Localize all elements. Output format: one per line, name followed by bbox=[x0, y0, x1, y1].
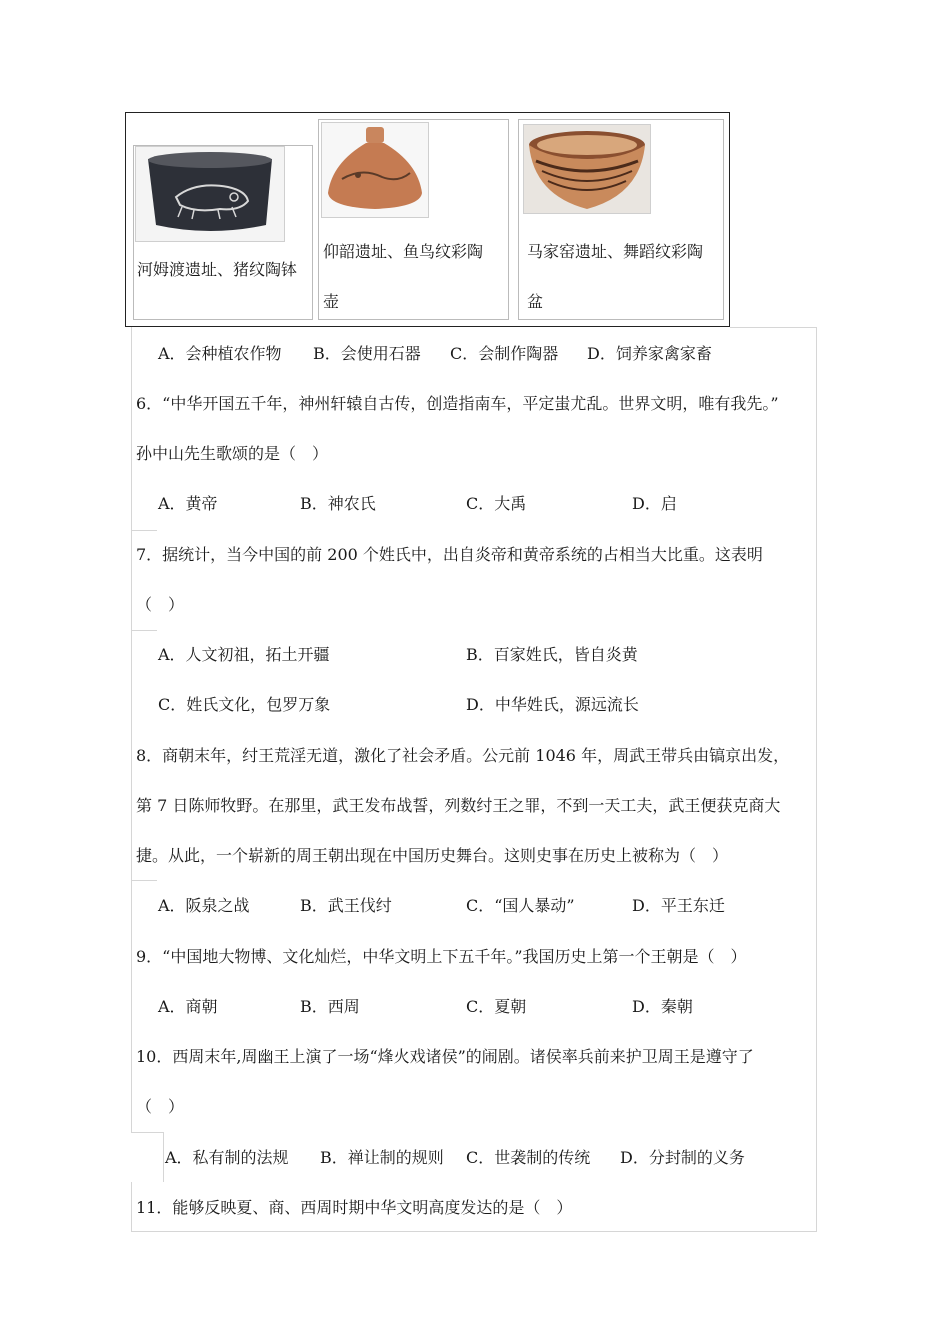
guide-line bbox=[131, 1132, 163, 1133]
artifact-caption-majiayao-line1: 马家窑遗址、舞蹈纹彩陶 bbox=[527, 242, 704, 261]
q7-option-c: C．姓氏文化，包罗万象 bbox=[158, 695, 331, 714]
artifact-cell-majiayao bbox=[518, 119, 724, 320]
guide-line bbox=[131, 1231, 817, 1232]
artifact-caption-hemudu: 河姆渡遗址、猪纹陶钵 bbox=[137, 260, 298, 279]
artifact-table bbox=[125, 112, 730, 327]
artifact-image-frame bbox=[321, 122, 429, 218]
q9-option-c: C．夏朝 bbox=[466, 997, 527, 1016]
artifact-caption-yangshao-line2: 壶 bbox=[323, 292, 340, 311]
q6-option-d: D．启 bbox=[632, 494, 677, 513]
q8-option-c: C．“国人暴动” bbox=[466, 896, 575, 915]
q9-option-a: A．商朝 bbox=[158, 997, 218, 1016]
guide-line bbox=[131, 880, 157, 881]
q8-stem-line3: 捷。从此，一个崭新的周王朝出现在中国历史舞台。这则史事在历史上被称为（ ） bbox=[136, 846, 729, 865]
q7-stem-line2: （ ） bbox=[136, 595, 185, 614]
q10-option-c: C．世袭制的传统 bbox=[466, 1148, 591, 1167]
q9-stem: 9．“中国地大物博、文化灿烂，中华文明上下五千年。”我国历史上第一个王朝是（ ） bbox=[136, 947, 747, 966]
dance-pattern-basin-image bbox=[524, 125, 650, 213]
q9-option-b: B．西周 bbox=[300, 997, 360, 1016]
q10-option-a: A．私有制的法规 bbox=[165, 1148, 289, 1167]
q6-option-a: A．黄帝 bbox=[158, 494, 218, 513]
q6-stem-line2: 孙中山先生歌颂的是（ ） bbox=[136, 444, 329, 463]
artifact-caption-yangshao-line1: 仰韶遗址、鱼鸟纹彩陶 bbox=[323, 242, 484, 261]
q8-stem-line1: 8．商朝末年，纣王荒淫无道，激化了社会矛盾。公元前 1046 年，周武王带兵由镐京出发， bbox=[136, 746, 790, 765]
artifact-caption-majiayao-line2: 盆 bbox=[527, 292, 544, 311]
fish-bird-pot-image bbox=[322, 123, 428, 217]
pig-pattern-bowl-image bbox=[136, 147, 284, 241]
q5-option-b: B．会使用石器 bbox=[313, 344, 421, 363]
artifact-image-frame bbox=[135, 146, 285, 242]
q8-option-a: A．阪泉之战 bbox=[158, 896, 250, 915]
guide-line bbox=[131, 1182, 132, 1232]
artifact-cell-hemudu bbox=[133, 145, 313, 320]
q6-option-b: B．神农氏 bbox=[300, 494, 376, 513]
q10-stem-line2: （ ） bbox=[136, 1097, 185, 1116]
q8-option-b: B．武王伐纣 bbox=[300, 896, 392, 915]
guide-line bbox=[131, 630, 132, 880]
guide-line bbox=[163, 1132, 164, 1182]
guide-line bbox=[131, 530, 157, 531]
artifact-cell-yangshao bbox=[318, 119, 509, 320]
q7-stem-line1: 7．据统计，当今中国的前 200 个姓氏中，出自炎帝和黄帝系统的占相当大比重。这表明 bbox=[136, 545, 763, 564]
q10-option-d: D．分封制的义务 bbox=[620, 1148, 745, 1167]
guide-line bbox=[131, 530, 132, 630]
q6-stem-line1: 6．“中华开国五千年，神州轩辕自古传，创造指南车，平定蚩尤乱。世界文明，唯有我先。” bbox=[136, 394, 779, 413]
q10-option-b: B．禅让制的规则 bbox=[320, 1148, 444, 1167]
q7-option-b: B．百家姓氏，皆自炎黄 bbox=[466, 645, 638, 664]
guide-line bbox=[131, 327, 132, 530]
guide-line bbox=[131, 880, 132, 1132]
q10-stem-line1: 10．西周末年,周幽王上演了一场“烽火戏诸侯”的闹剧。诸侯率兵前来护卫周王是遵守了 bbox=[136, 1047, 754, 1066]
q5-option-c: C．会制作陶器 bbox=[450, 344, 559, 363]
q6-option-c: C．大禹 bbox=[466, 494, 527, 513]
guide-line bbox=[131, 630, 157, 631]
q7-option-d: D．中华姓氏，源远流长 bbox=[466, 695, 639, 714]
guide-line bbox=[730, 327, 816, 328]
q7-option-a: A．人文初祖，拓土开疆 bbox=[158, 645, 330, 664]
q8-option-d: D．平王东迁 bbox=[632, 896, 725, 915]
q9-option-d: D．秦朝 bbox=[632, 997, 693, 1016]
guide-line bbox=[816, 327, 817, 1232]
q8-stem-line2: 第 7 日陈师牧野。在那里，武王发布战誓，列数纣王之罪，不到一天工夫，武王便获克商大 bbox=[136, 796, 781, 815]
q5-option-a: A．会种植农作物 bbox=[158, 344, 282, 363]
q11-stem: 11．能够反映夏、商、西周时期中华文明高度发达的是（ ） bbox=[136, 1198, 573, 1217]
artifact-image-frame bbox=[523, 124, 651, 214]
q5-option-d: D．饲养家禽家畜 bbox=[587, 344, 712, 363]
